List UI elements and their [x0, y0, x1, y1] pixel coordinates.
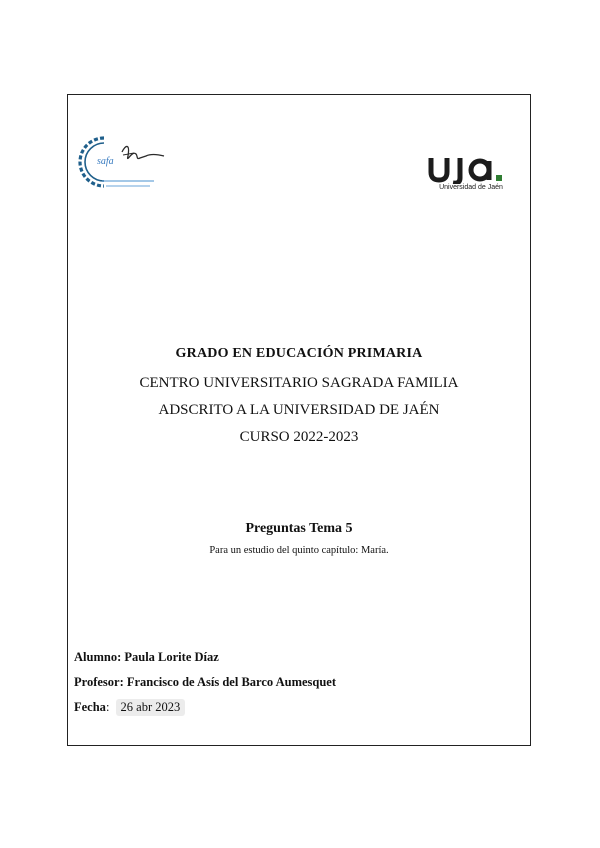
date-separator: :: [105, 700, 110, 714]
student-line: [74, 650, 219, 665]
date-line: [74, 699, 185, 716]
course-year: CURSO 2022-2023: [239, 429, 359, 445]
teacher-label: Profesor:: [74, 675, 124, 689]
sagrada-familia-logo: [76, 130, 168, 194]
gear-logo-icon: [76, 130, 168, 194]
uja-wordmark-icon: [428, 152, 514, 184]
logo-text: safa: [97, 156, 114, 167]
center-name: CENTRO UNIVERSITARIO SAGRADA FAMILIA: [139, 375, 459, 391]
uja-dot-icon: [496, 175, 502, 181]
date-label: Fecha: [74, 700, 106, 714]
degree-title: GRADO EN EDUCACIÓN PRIMARIA: [175, 346, 423, 361]
subject-subtitle: Para un estudio del quinto capítulo: María.: [209, 545, 389, 556]
date-field[interactable]: 26 abr 2023: [116, 699, 186, 716]
student-name: Paula Lorite Díaz: [124, 650, 219, 664]
student-label: Alumno:: [74, 650, 122, 664]
adscrito-line: ADSCRITO A LA UNIVERSIDAD DE JAÉN: [158, 402, 440, 418]
teacher-name: Francisco de Asís del Barco Aumesquet: [126, 675, 337, 689]
uja-logo: [428, 152, 514, 196]
uja-subtitle: Universidad de Jaén: [439, 184, 503, 191]
teacher-line: [74, 675, 336, 690]
subject-title: Preguntas Tema 5: [245, 521, 353, 536]
